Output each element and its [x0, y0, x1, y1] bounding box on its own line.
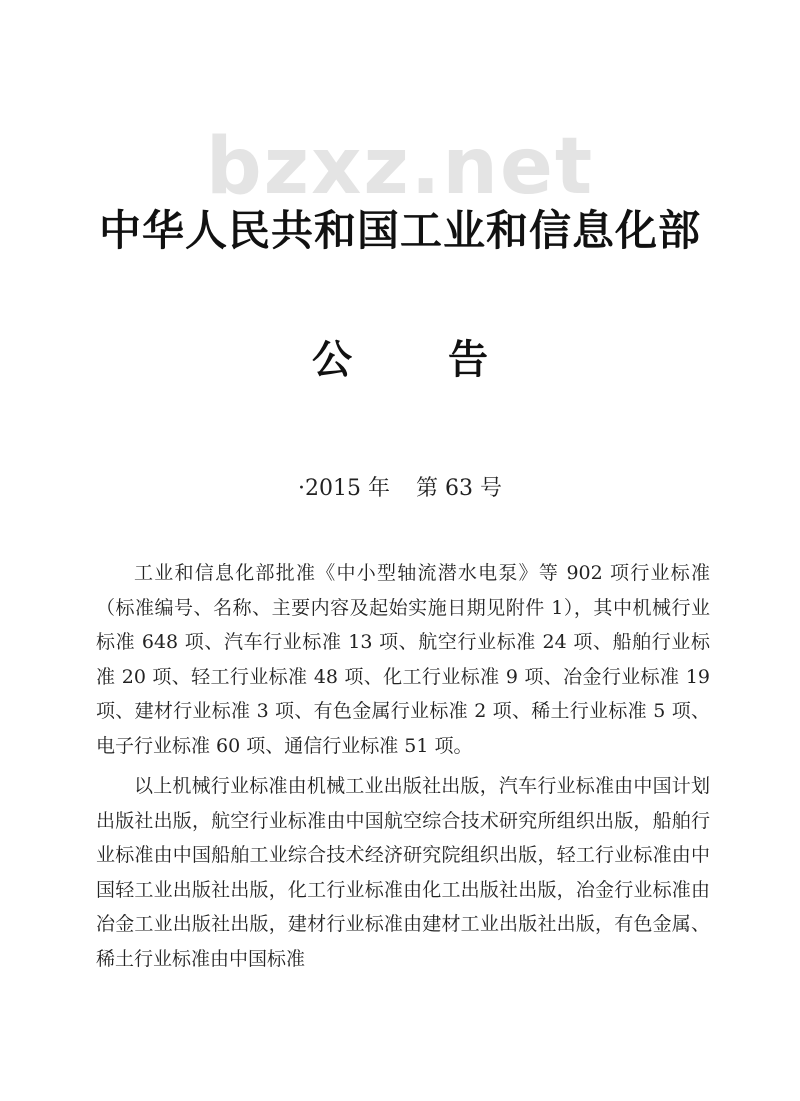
- announcement-heading: [0, 337, 800, 383]
- ministry-title: 中华人民共和国工业和信息化部: [98, 206, 701, 255]
- watermark: bzxz.net: [205, 122, 595, 212]
- paragraph-2: 以上机械行业标准由机械工业出版社出版，汽车行业标准由中国计划出版社出版，航空行业标准由中国航空综合技术研究所组织出版，船舶行业标准由中国船舶工业综合技术经济研究院组织出版，轻工行业标准由中国轻工业出版社出版，化工行业标准由化工出版社出版，冶金行业标准由冶金工业出版社出版，建材行业标准由建材工业出版社出版，有色金属、稀土行业标准由中国标准: [96, 775, 710, 970]
- announcement-body: [96, 556, 710, 976]
- issue-number: [0, 478, 800, 500]
- issue-no: 第 63 号: [416, 476, 502, 501]
- paragraph-1: 工业和信息化部批准《中小型轴流潜水电泵》等 902 项行业标准（标准编号、名称、主要内容及起始实施日期见附件 1），其中机械行业标准 648 项、汽车行业标准 13 项、航空行业标准 24 项、船舶行业标准 20 项、轻工行业标准 48 项、化工行业标准 9 项、冶金行业标准 19 项、建材行业标准 3 项、有色金属行业标准 2 项、稀土行业标准 5 项、电子行业标准 60 项、通信行业标准 51 项。: [96, 562, 710, 757]
- heading-char-1: 公: [312, 337, 352, 383]
- issue-year: ·2015 年: [298, 476, 390, 501]
- heading-char-2: 告: [448, 337, 488, 383]
